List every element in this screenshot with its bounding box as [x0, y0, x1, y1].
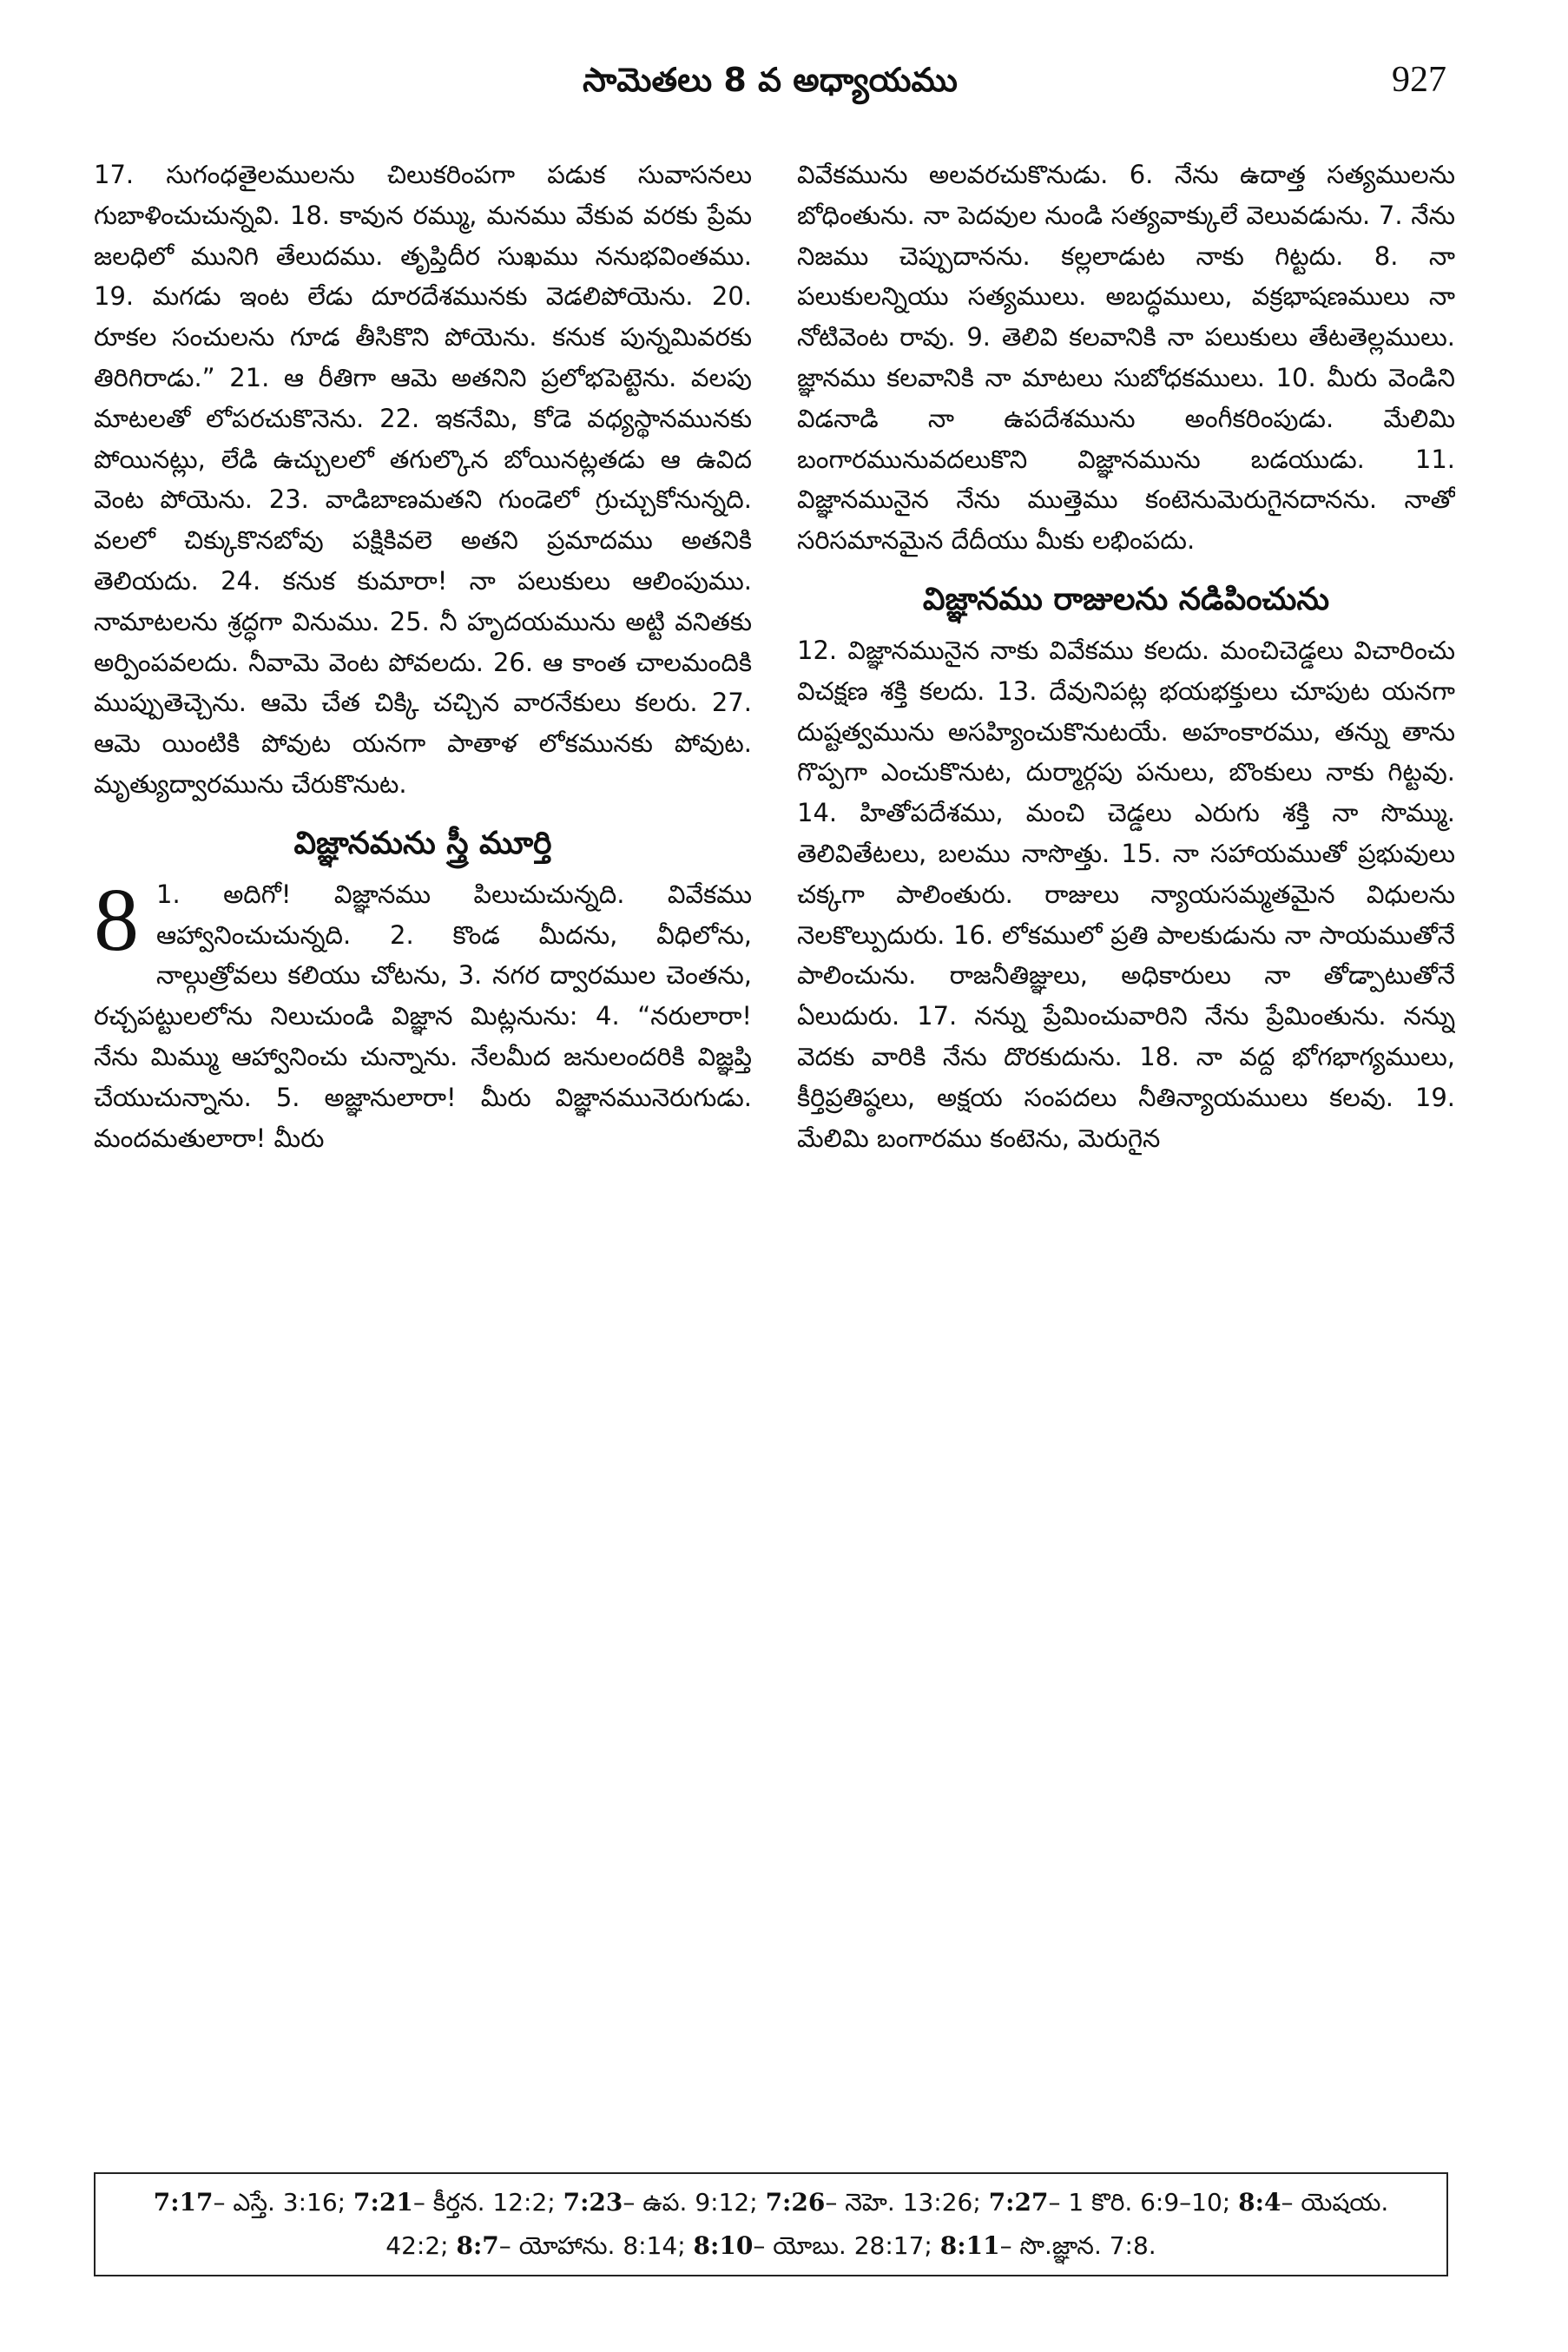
page-header	[94, 45, 1446, 115]
chapter8-verses-12-19: 12. విజ్ఞానమునైన నాకు వివేకము కలదు. మంచిచెడ్డలు విచారించు విచక్షణ శక్తి కలదు. 13. దేవునిపట్ల భయభక్తులు చూపుట యనగా దుష్టత్వమును అసహ్యించుకొనుటయే. అహంకారము, తన్ను తాను గొప్పగా ఎంచుకొనుట, దుర్మార్గపు పనులు, బొంకులు నాకు గిట్టవు. 14. హితోపదేశము, మంచి చెడ్డలు ఎరుగు శక్తి నా సొమ్ము. తెలివితేటలు, బలము నాసొత్తు. 15. నా సహాయముతో ప్రభువులు చక్కగా పాలింతురు. రాజులు న్యాయసమ్మతమైన విధులను నెలకొల్పుదురు. 16. లోకములో ప్రతి పాలకుడును నా సాయముతోనే పాలించును. రాజనీతిజ్ఞులు, అధికారులు నా తోడ్పాటుతోనే ఏలుదురు. 17. నన్ను ప్రేమించువారిని నేను ప్రేమింతును. నన్ను వెదకు వారికి నేను దొరకుదును. 18. నా వద్ద భోగభాగ్యములు, కీర్తిప్రతిష్ఠలు, అక్షయ సంపదలు నీతిన్యాయములు కలవు. 19. మేలిమి బంగారము కంటెను, మెరుగైన	[797, 635, 1455, 1153]
chapter8-verses-5-11: వివేకమును అలవరచుకొనుడు. 6. నేను ఉదాత్త సత్యములను బోధింతును. నా పెదవుల నుండి సత్యవాక్కులే వెలువడును. 7. నేను నిజము చెప్పుదానను. కల్లలాడుట నాకు గిట్టదు. 8. నా పలుకులన్నియు సత్యములు. అబద్ధములు, వక్రభాషణములు నా నోటివెంట రావు. 9. తెలివి కలవానికి నా పలుకులు తేటతెల్లములు. జ్ఞానము కలవానికి నా మాటలు సుబోధకములు. 10. మీరు వెండిని విడనాడి నా ఉపదేశమును అంగీకరింపుడు. మేలిమి బంగారమునువదలుకొని విజ్ఞానమును బడయుడు. 11. విజ్ఞానమునైన నేను ముత్తెము కంటెనుమెరుగైనదానను. నాతో సరిసమానమైన దేదీయు మీకు లభింపదు.	[797, 160, 1455, 556]
cross-ref-item: 8:11– సొ.జ్ఞాన. 7:8.	[939, 2231, 1156, 2260]
cross-ref-item: 7:23– ఉప. 9:12;	[563, 2188, 766, 2217]
section-heading-wisdom-guides-kings: విజ్ఞానము రాజులను నడిపించును	[922, 581, 1330, 617]
cross-ref-item: 8:4– యెషయ. 42:2;	[385, 2188, 1389, 2260]
running-title: సామెతలు 8 వ అధ్యాయము	[583, 61, 958, 99]
page-number: 927	[1392, 60, 1446, 100]
cross-ref-item: 8:7– యోహాను. 8:14;	[456, 2231, 694, 2260]
text-columns	[94, 155, 1455, 2118]
cross-ref-item: 7:17– ఎస్తే. 3:16;	[153, 2188, 354, 2217]
left-column	[94, 155, 752, 2118]
cross-ref-item: 8:10– యోబు. 28:17;	[693, 2231, 940, 2260]
section-heading-wisdom-woman: విజ్ఞానమను స్త్రీ మూర్తి	[293, 825, 552, 861]
cross-ref-item: 7:21– కీర్తన. 12:2;	[353, 2188, 563, 2217]
chapter-8-start	[94, 869, 752, 1159]
chapter7-verses-17-27: 17. సుగంధతైలములను చిలుకరింపగా పడుక సువాసనలు గుబాళించుచున్నవి. 18. కావున రమ్ము, మనము వేకువ వరకు ప్రేమ జలధిలో మునిగి తేలుదము. తృప్తిదీర సుఖము ననుభవింతము. 19. మగడు ఇంట లేడు దూరదేశమునకు వెడలిపోయెను. 20. రూకల సంచులను గూడ తీసికొని పోయెను. కనుక పున్నమివరకు తిరిగిరాడు.” 21. ఆ రీతిగా ఆమె అతనిని ప్రలోభపెట్టెను. వలపు మాటలతో లోపరచుకొనెను. 22. ఇకనేమి, కోడె వధ్యస్థానమునకు పోయినట్లు, లేడి ఉచ్చులలో తగుల్కొన బోయినట్లతడు ఆ ఉవిద వెంట పోయెను. 23. వాడిబాణమతని గుండెలో గ్రుచ్చుకోనున్నది. వలలో చిక్కుకొనబోవు పక్షికివలె అతని ప్రమాదము అతనికి తెలియదు. 24. కనుక కుమారా! నా పలుకులు ఆలింపుము. నామాటలను శ్రద్ధగా వినుము. 25. నీ హృదయమును అట్టి వనితకు అర్పింపవలదు. నీవామె వెంట పోవలదు. 26. ఆ కాంత చాలమందికి ముప్పుతెచ్చెను. ఆమె చేత చిక్కి చచ్చిన వారనేకులు కలరు. 27. ఆమె యింటికి పోవుట యనగా పాతాళ లోకమునకు పోవుట. మృత్యుద్వారమును చేరుకొనుట.	[94, 160, 752, 799]
chapter-number: 8	[94, 869, 139, 970]
cross-references-box	[94, 2172, 1448, 2276]
right-column	[797, 155, 1455, 2118]
cross-ref-item: 7:27– 1 కొరి. 6:9–10;	[988, 2188, 1239, 2217]
cross-ref-item: 7:26– నెహె. 13:26;	[765, 2188, 989, 2217]
chapter8-verses-1-5: 1. అదిగో! విజ్ఞానము పిలుచుచున్నది. వివేకము ఆహ్వానించుచున్నది. 2. కొండ మీదను, వీధిలోను, నాల్గుత్రోవలు కలియు చోటను, 3. నగర ద్వారముల చెంతను, రచ్చపట్టులలోను నిలుచుండి విజ్ఞాన మిట్లనును: 4. “నరులారా! నేను మిమ్ము ఆహ్వానించు చున్నాను. నేలమీద జనులందరికి విజ్ఞప్తి చేయుచున్నాను. 5. అజ్ఞానులారా! మీరు విజ్ఞానమునెరుగుడు. మందమతులారా! మీరు	[94, 879, 752, 1153]
